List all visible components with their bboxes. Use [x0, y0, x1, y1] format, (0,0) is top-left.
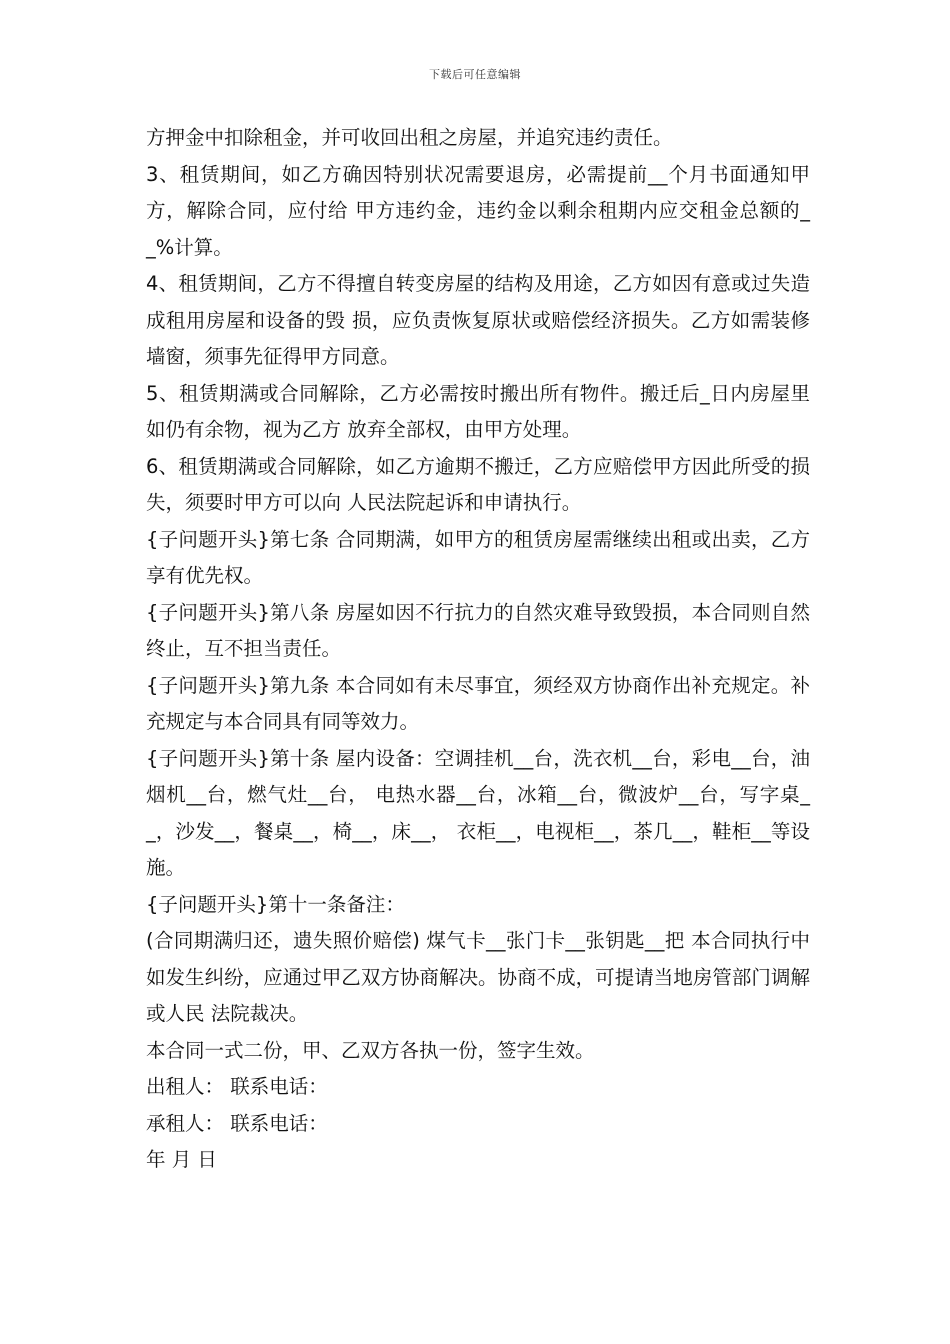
paragraph-article-7: {子问题开头}第七条 合同期满，如甲方的租赁房屋需继续出租或出卖，乙方享有优先权。 — [146, 527, 810, 587]
paragraph-move-out: 5、租赁期满或合同解除，乙方必需按时搬出所有物件。搬迁后_日内房屋里如仍有余物，视为乙方 放弃全部权，由甲方处理。 — [146, 381, 810, 441]
paragraph-remarks: (合同期满归还，遗失照价赔偿) 煤气卡__张门卡__张钥匙__把 本合同执行中如发生纠纷，应通过甲乙双方协商解决。协商不成，可提请当地房管部门调解或人民 法院裁决。 — [146, 929, 810, 1025]
paragraph-article-8: {子问题开头}第八条 房屋如因不行抗力的自然灾难导致毁损，本合同则自然终止，互不担当责任。 — [146, 600, 810, 660]
paragraph-overdue-move: 6、租赁期满或合同解除，如乙方逾期不搬迁，乙方应赔偿甲方因此所受的损失，须要时甲方可以向 人民法院起诉和申请执行。 — [146, 454, 810, 514]
paragraph-article-11: {子问题开头}第十一条备注： — [146, 892, 405, 916]
paragraph-article-10: {子问题开头}第十条 屋内设备：空调挂机__台，洗衣机__台，彩电__台，油烟机__台，燃气灶__台， 电热水器__台，冰箱__台，微波炉__台，写字桌__，沙发__，餐桌__，椅__，床__， 衣柜__，电视柜__，茶几__，鞋柜__等设施。 — [146, 746, 810, 879]
document-body — [146, 120, 810, 1179]
paragraph-structure-change: 4、租赁期间，乙方不得擅自转变房屋的结构及用途，乙方如因有意或过失造成租用房屋和设备的毁 损，应负责恢复原状或赔偿经济损失。乙方如需装修墙窗，须事先征得甲方同意。 — [146, 272, 810, 368]
paragraph-deposit-deduction: 方押金中扣除租金，并可收回出租之房屋，并追究违约责任。 — [146, 126, 673, 149]
signature-date: 年 月 日 — [146, 1148, 217, 1171]
paragraph-copies: 本合同一式二份，甲、乙双方各执一份，签字生效。 — [146, 1038, 595, 1062]
page-header: 下载后可任意编辑 — [429, 68, 521, 81]
signature-lessee: 承租人： 联系电话： — [146, 1111, 328, 1135]
paragraph-early-termination: 3、租赁期间，如乙方确因特别状况需要退房，必需提前__个月书面通知甲方，解除合同，应付给 甲方违约金，违约金以剩余租期内应交租金总额的__%计算。 — [146, 162, 810, 259]
paragraph-article-9: {子问题开头}第九条 本合同如有未尽事宜，须经双方协商作出补充规定。补充规定与本合同具有同等效力。 — [146, 673, 810, 733]
signature-lessor: 出租人： 联系电话： — [146, 1075, 328, 1098]
